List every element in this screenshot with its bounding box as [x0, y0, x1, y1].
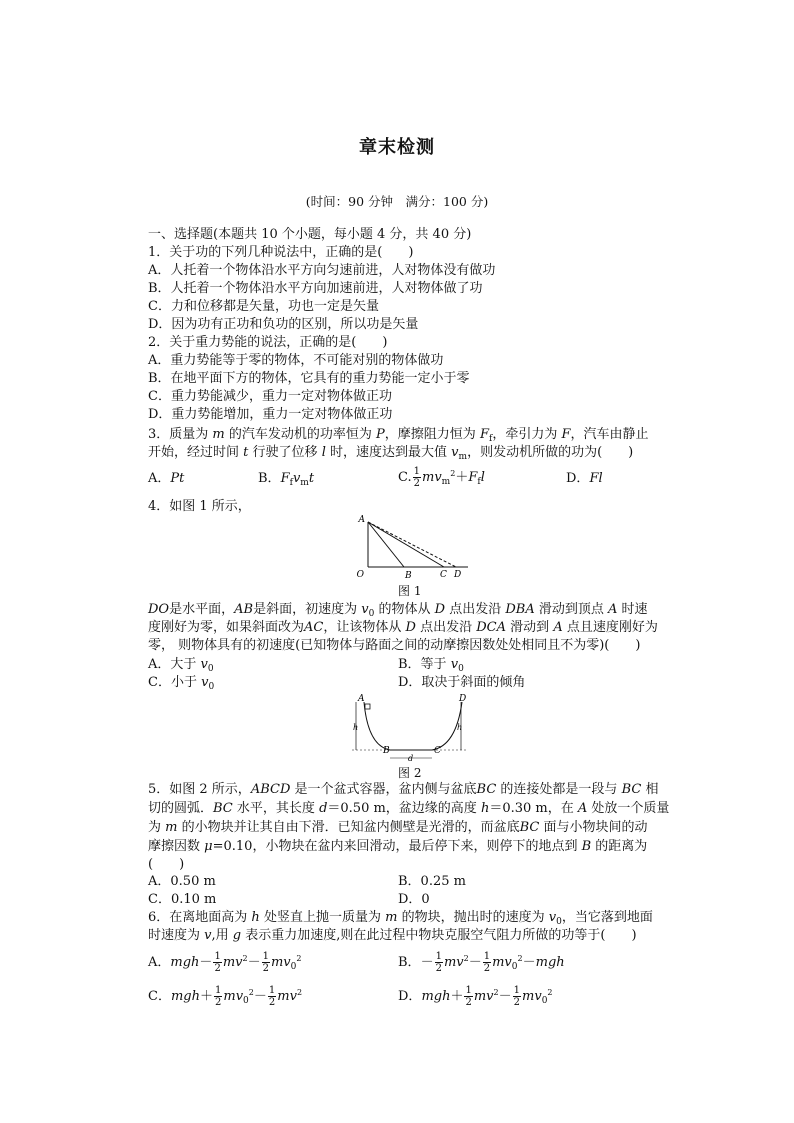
q5-option-c: C．0.10 m	[148, 892, 217, 907]
figure-1-incline-diagram	[356, 512, 474, 584]
svg-text:B: B	[383, 746, 390, 756]
q4-intro: 4．如图 1 所示，	[148, 499, 251, 514]
q2-option-a: A．重力势能等于零的物体，不可能对别的物体做功	[148, 353, 444, 368]
q6-option-b: B．－ $\frac{1}{2}$ $mv^2-$ $\frac{1}{2}$ $mv_0^2-mgh$	[398, 951, 565, 974]
q1-option-b: B．人托着一个物体沿水平方向加速前进，人对物体做了功	[148, 281, 483, 296]
q3-option-d: D．Fl	[566, 471, 603, 486]
svg-text:C: C	[434, 746, 441, 756]
q6-option-a: A．mgh－ $\frac{1}{2}$ $mv^2-$ $\frac{1}{2}$ $mv_0^2$	[148, 951, 302, 974]
figure-2-caption: 图 2	[398, 766, 422, 780]
q1-option-c: C．力和位移都是矢量，功也一定是矢量	[148, 299, 379, 314]
svg-text:D: D	[454, 570, 462, 580]
q4-option-b: B．等于 $v_0$	[398, 657, 464, 674]
exam-meta: (时间：90 分钟 满分：100 分)	[305, 194, 489, 209]
svg-text:O: O	[356, 570, 364, 580]
q4-text-line3: 零， 则物体具有的初速度(已知物体与路面之间的动摩擦因数处处相同且不为零)( )	[148, 638, 641, 653]
q3-option-c: C. $\frac{1}{2}$ $mv_m^2+F_fl$	[398, 466, 485, 489]
q1-option-a: A．人托着一个物体沿水平方向匀速前进，人对物体没有做功	[148, 263, 496, 278]
q2-option-c: C．重力势能减少，重力一定对物体做正功	[148, 389, 392, 404]
svg-text:d: d	[408, 754, 414, 763]
q5-text-line3: 为 m 的小物块并让其自由下滑．已知盆内侧壁是光滑的，而盆底BC 面与小物块间的动	[148, 820, 648, 835]
q5-option-b: B．0.25 m	[398, 874, 466, 889]
q4-option-d: D．取决于斜面的倾角	[398, 675, 526, 690]
q6-option-d: D．mgh＋ $\frac{1}{2}$ $mv^2-$ $\frac{1}{2}$ $mv_0^2$	[398, 985, 553, 1008]
figure-2-basin-diagram	[350, 690, 476, 766]
q5-option-a: A．0.50 m	[148, 874, 216, 889]
q4-option-a: A．大于 $v_0$	[148, 657, 214, 674]
svg-text:h: h	[353, 723, 359, 732]
q1-option-d: D．因为功有正功和负功的区别，所以功是矢量	[148, 317, 419, 332]
q3-option-b: B．$F_fv_mt$	[258, 471, 315, 488]
section-heading: 一、选择题(本题共 10 个小题，每小题 4 分，共 40 分)	[148, 227, 472, 242]
q1-stem: 1．关于功的下列几种说法中，正确的是( )	[148, 245, 414, 260]
svg-text:A: A	[358, 694, 365, 704]
q4-text-line2: 度刚好为零，如果斜面改为AC，让该物体从 D 点出发沿 DCA 滑动到 A 点且速度刚好为	[148, 620, 658, 635]
q3-stem-line1: 3．质量为 m 的汽车发动机的功率恒为 P，摩擦阻力恒为 $F_f$，牵引力为 F，汽车由静止	[148, 427, 649, 444]
svg-text:B: B	[405, 571, 412, 581]
svg-text:A: A	[358, 515, 365, 525]
q6-text-line1: 6．在离地面高为 h 处竖直上抛一质量为 m 的物块，抛出时的速度为 $v_0$，当它落到地面	[148, 910, 653, 927]
q5-text-line5: ( )	[148, 857, 185, 872]
q6-option-c: C．mgh＋ $\frac{1}{2}$ $mv_0^2-$ $\frac{1}{2}$ $mv^2$	[148, 985, 303, 1008]
q6-text-line2: 时速度为 v,用 g 表示重力加速度,则在此过程中物块克服空气阻力所做的功等于( )	[148, 928, 637, 943]
q5-text-line2: 切的圆弧．BC 水平，其长度 d＝0.50 m，盆边缘的高度 h＝0.30 m，在 A 处放一个质量	[148, 801, 670, 816]
q3-option-a: A．Pt	[148, 471, 185, 486]
q2-option-d: D．重力势能增加，重力一定对物体做正功	[148, 407, 393, 422]
q5-text-line4: 摩擦因数 μ=0.10，小物块在盆内来回滑动，最后停下来，则停下的地点到 B 的距离为	[148, 839, 648, 854]
svg-text:D: D	[459, 694, 467, 704]
figure-1-caption: 图 1	[398, 584, 422, 598]
svg-text:h: h	[457, 723, 463, 732]
q5-option-d: D．0	[398, 892, 430, 907]
q3-stem-line2: 开始，经过时间 t 行驶了位移 l 时，速度达到最大值 $v_m$，则发动机所做的功为( )	[148, 445, 634, 462]
page-title: 章末检测	[359, 137, 435, 158]
q4-text-line1: DO是水平面，AB是斜面，初速度为 $v_0$ 的物体从 D 点出发沿 DBA 滑动到顶点 A 时速	[148, 602, 648, 619]
q2-stem: 2．关于重力势能的说法，正确的是( )	[148, 335, 388, 350]
svg-text:C: C	[440, 570, 447, 580]
q5-text-line1: 5．如图 2 所示，ABCD 是一个盆式容器，盆内侧与盆底BC 的连接处都是一段与 BC 相	[148, 782, 659, 797]
q4-option-c: C．小于 $v_0$	[148, 675, 215, 692]
q2-option-b: B．在地平面下方的物体，它具有的重力势能一定小于零	[148, 371, 470, 386]
